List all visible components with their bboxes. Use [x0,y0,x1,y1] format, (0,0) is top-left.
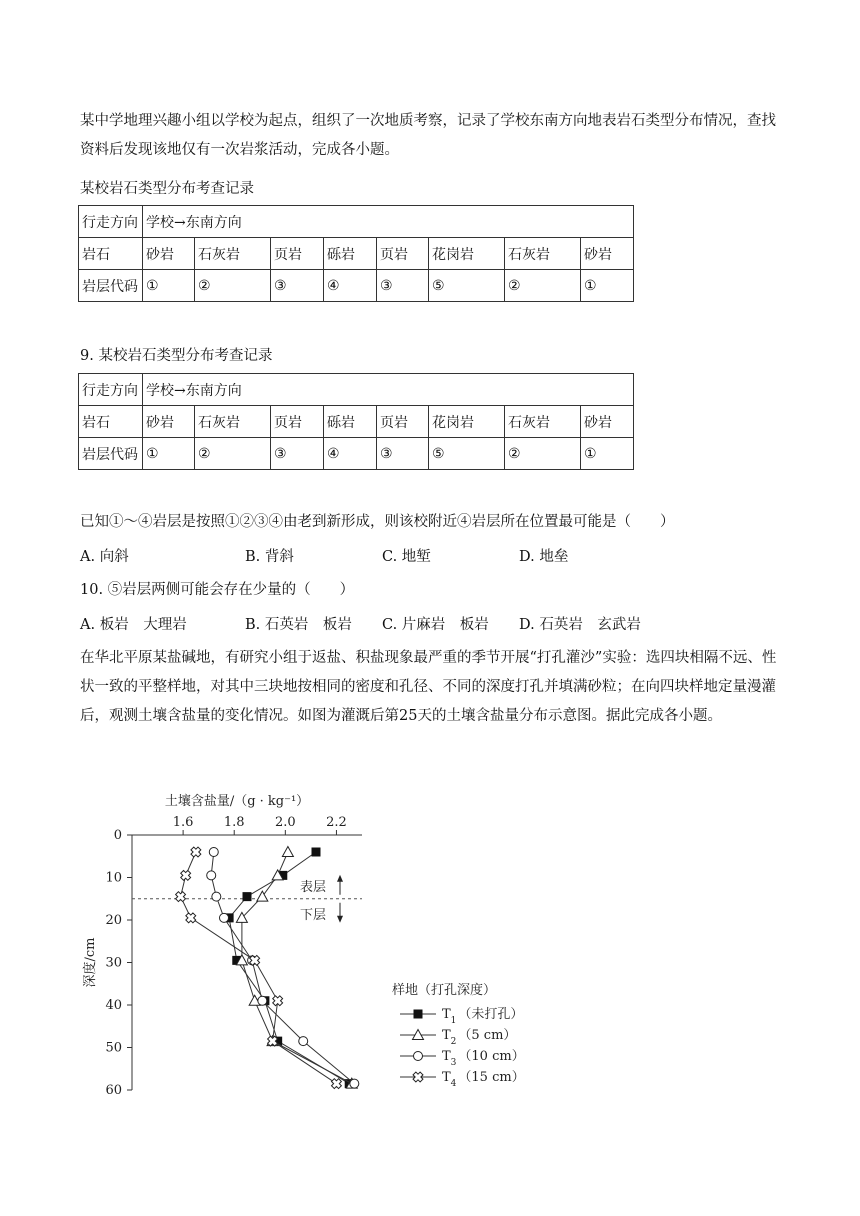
lower-layer-label: 下层 [300,907,327,923]
data-point-t3 [207,871,216,880]
rock-record-table [78,205,634,302]
table-cell: ① [581,270,634,302]
table-cell: ③ [271,270,324,302]
table-cell: ② [195,270,271,302]
table-cell: 石灰岩 [505,238,581,270]
series-t2 [236,847,357,1089]
data-point-t4 [184,911,198,925]
table-cell: 砂岩 [581,406,634,438]
q10-stem: 10. ⑤岩层两侧可能会存在少量的（ ） [80,582,355,598]
y-tick-label: 40 [105,998,122,1013]
table-cell: 砂岩 [581,238,634,270]
q10-option-a[interactable]: A. 板岩 大理岩 [80,617,187,633]
legend-label-t4: $T_4$ （15 cm） [442,1070,525,1089]
data-point-t4 [189,845,203,859]
data-point-t3 [212,892,221,901]
legend-label-t1: $T_1$ （未打孔） [442,1007,524,1026]
y-tick-label: 30 [105,955,122,971]
surface-layer-label: 表层 [300,879,327,895]
legend-title: 样地（打孔深度） [392,983,497,998]
table-cell: 砂岩 [143,406,195,438]
table-cell: ① [143,270,195,302]
y-tick-label: 0 [113,828,122,843]
data-point-t1 [312,848,321,857]
down-arrow-icon [337,916,343,923]
salt-content-chart [70,778,550,1108]
y-axis-title: 深度/cm [83,937,98,988]
up-arrow-icon [337,875,343,882]
data-point-t3 [299,1037,308,1046]
passage-2: 在华北平原某盐碱地，有研究小组于返盐、积盐现象最严重的季节开展“打孔灌沙”实验：选四块相隔不远、性状一致的平整样地，对其中三块地按相同的密度和孔径、不同的深度打孔并填满砂粒；在向四块样地定量漫灌后，观测土壤含盐量的变化情况。如图为灌溉后第25天的土壤含盐量分布示意图。据此完成各小题。 [80,650,777,724]
table-cell: 学校→东南方向 [143,206,634,238]
series-t3 [207,848,359,1089]
x-tick-label: 2.2 [326,815,347,830]
table-cell: 页岩 [271,238,324,270]
data-point-t4 [179,868,193,882]
legend-marker-t3 [414,1052,423,1061]
table-row [79,438,634,470]
table-cell: 行走方向 [79,374,143,406]
data-point-t3 [209,848,218,857]
table-cell: ② [195,438,271,470]
table-row [79,238,634,270]
intro-paragraph: 某中学地理兴趣小组以学校为起点，组织了一次地质考察，记录了学校东南方向地表岩石类型分布情况，查找资料后发现该地仅有一次岩浆活动，完成各小题。 [80,113,776,158]
y-tick-label: 20 [105,913,122,928]
table-cell: 页岩 [377,238,429,270]
q9-option-c[interactable]: C. 地堑 [382,549,431,565]
q9-option-a[interactable]: A. 向斜 [80,549,129,565]
y-tick-label: 50 [105,1040,122,1056]
table-cell: 岩层代码 [79,270,143,302]
table-cell: 砂岩 [143,238,195,270]
table-cell: 岩石 [79,406,143,438]
q10-option-c[interactable]: C. 片麻岩 板岩 [382,617,489,633]
table-row [79,406,634,438]
series-line-t1 [229,852,349,1084]
legend-marker-t1 [414,1010,423,1019]
table-cell: 花岗岩 [429,238,505,270]
table-cell: 页岩 [377,406,429,438]
table-cell: ③ [377,270,429,302]
table-cell: 花岗岩 [429,406,505,438]
table-cell: 砾岩 [324,406,377,438]
table-cell: 石灰岩 [505,406,581,438]
rock-record-table-repeat [78,373,634,470]
data-point-t3 [220,913,229,922]
y-tick-label: 10 [105,870,122,886]
x-tick-label: 1.6 [172,815,194,830]
table-cell: ④ [324,438,377,470]
data-point-t1 [243,892,252,901]
table-row [79,270,634,302]
data-point-t3 [350,1079,359,1088]
data-point-t4 [173,890,187,904]
table-cell: ③ [271,438,324,470]
table-cell: 岩层代码 [79,438,143,470]
table-cell: 石灰岩 [195,238,271,270]
table-cell: ④ [324,270,377,302]
legend-label-t2: $T_2$ （5 cm） [442,1028,517,1047]
table-cell: ② [505,438,581,470]
table-cell: 行走方向 [79,206,143,238]
table-row [79,206,634,238]
data-point-t3 [258,996,267,1005]
series-line-t3 [211,852,354,1084]
table-cell: 石灰岩 [195,406,271,438]
table-cell: ② [505,270,581,302]
q10-options [80,611,780,640]
q9-stem: 已知①～④岩层是按照①②③④由老到新形成，则该校附近④岩层所在位置最可能是（ ） [80,514,675,530]
table-cell: 岩石 [79,238,143,270]
table-cell: ⑤ [429,270,505,302]
q9-option-b[interactable]: B. 背斜 [245,549,294,565]
table-cell: ① [143,438,195,470]
y-tick-label: 60 [105,1083,122,1098]
q10-option-d[interactable]: D. 石英岩 玄武岩 [519,617,641,633]
x-tick-label: 1.8 [223,815,245,830]
table-cell: ⑤ [429,438,505,470]
data-point-t2 [282,847,293,857]
x-axis-title: 土壤含盐量/（g · kg⁻¹） [164,794,310,809]
data-point-t4 [271,994,285,1008]
q10-option-b[interactable]: B. 石英岩 板岩 [245,617,352,633]
q9-option-d[interactable]: D. 地垒 [519,549,569,565]
table-caption: 某校岩石类型分布考查记录 [80,181,254,197]
legend-label-t3: $T_3$ （10 cm） [442,1049,525,1068]
table-cell: ③ [377,438,429,470]
table-row [79,374,634,406]
data-point-t2 [257,891,268,901]
table-cell: ① [581,438,634,470]
table-cell: 砾岩 [324,238,377,270]
table-cell: 页岩 [271,406,324,438]
q9-heading: 9. 某校岩石类型分布考查记录 [80,348,273,364]
q9-options [80,543,780,572]
x-tick-label: 2.0 [274,815,296,830]
table-cell: 学校→东南方向 [143,374,634,406]
